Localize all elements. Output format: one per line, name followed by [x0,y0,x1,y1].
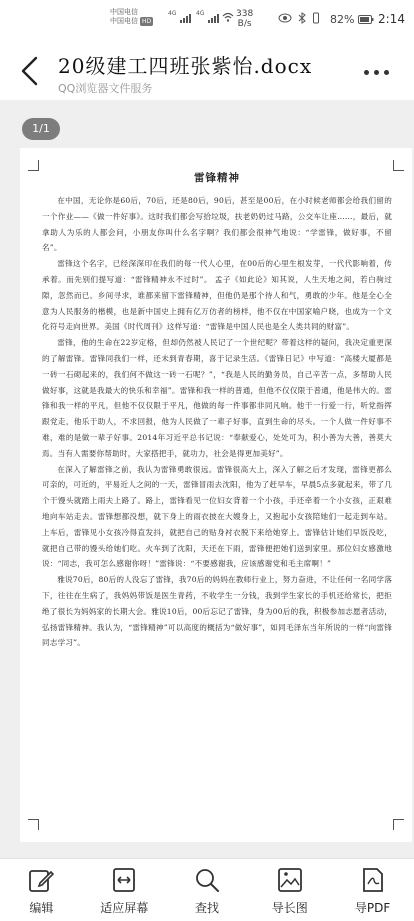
paragraph: 雷锋这个名字，已经深深印在我们的每一代人心里，在00后的心里生根发芽，一代代影响着，传承着。而先别们提写道：“雷锋精神永不过时”。 孟子《如此论》知其说，人生天地之间，若白驹过隙，忽然而已。乡间寻求，谁都来留下雷锋精神，但他仍是那个待人和气，勇敢的少年。他是全心全意为人民服务的楷模，也是新中国史上拥有亿万仿者的榜样，他不仅在中国家喻户晓，也成为一个文化符号走向世界。美国《时代周刊》这样写道：“雷锋是中国人民也是全人类共同的财富”。 [42,259,392,332]
pdf-label: 导PDF [354,901,391,915]
document-title: 20级建工四班张紫怡.docx [58,54,313,78]
image-export-icon [277,867,303,893]
document-heading: 雷锋精神 [194,172,240,184]
edit-button[interactable] [0,859,83,921]
status-bar [0,0,414,40]
paragraph: 雷锋，他的生命在22岁定格，但却仍然被人民记了一个世纪呢？带着这样的疑问，我决定重更深的了解雷锋。雷锋同我们一样，还未到青春期，喜于记录生活。《雷锋日记》中写道：“高楼大厦都是一砖一石砌起来的，我们何不做这一砖一石呢？”，“我是人民的勤务员，自己辛苦一点，多帮助人民做好事，这就是我最大的快乐和幸福”。雷锋和我一样的普通，但他不仅仅限于普通，他是伟大的。雷锋和我一样的平凡，但他不仅仅限于平凡，他做的每一件事都非同凡响。他干一行爱一行，听党指挥跟党走，他乐于助人，不求回报，他为人民做了一辈子好事，直到生命的尽头。一个人做一件好事不难，难的是做一辈子好事。2014年习近平总书记说：“奉献爱心，处处可为，积小善为大善，善莫大焉。当有人需要你帮助时，大家搭把手，就功力，社会是得更加美好”。 [42,338,392,458]
margin-mark [393,819,404,830]
signal-icon [208,14,219,23]
network-type-2: 4G [196,10,205,17]
carrier-2-label: 中国电信 [110,17,138,25]
fit-screen-button[interactable] [83,859,166,921]
more-dot-icon [364,70,369,75]
carrier-info [110,8,153,26]
paragraph: 在中国，无论你是60后，70后，还是80后，90后，甚至是00后，在小时候老师都会给我们留的一个作业——《做一件好事》。这时我们都会写拾垃圾，扶老奶奶过马路，公交车让座……，最后，就拿助人为乐的人都会问，小朋友你叫什么名字啊？我们都会很神气地说：“学雷锋，做好事，不留名”。 [42,196,392,253]
back-button[interactable] [18,54,48,90]
status-icons [278,12,320,24]
clock: 2:14 [378,12,405,26]
hd-badge: HD [142,18,152,25]
signal-icon [180,14,191,23]
margin-mark [393,160,404,171]
edit-label: 编辑 [29,901,54,915]
more-dot-icon [374,70,379,75]
speed-value: 338 [236,9,254,19]
battery-icon [358,15,374,24]
export-long-image-button[interactable] [248,859,331,921]
export-pdf-button[interactable] [331,859,414,921]
pdf-export-icon [360,867,386,893]
document-source: QQ浏览器文件服务 [58,82,153,95]
find-button[interactable] [166,859,249,921]
fit-screen-label: 适应屏幕 [100,901,149,915]
search-icon [194,867,220,893]
find-label: 查找 [194,901,219,915]
edit-icon [28,867,54,893]
paragraph: 在深入了解雷锋之前，我认为雷锋勇敢很远。雷锋很高大上，深入了解之后才发现，雷锋更都么可亲的，可近的，平易近人之间的一天，雷锋冒雨去沈阳，他为了赶早车，早晨5点多就起来，带了几个干馒头就踏上雨夫上路了。路上，雷锋看见一位妇女背着一个小孩，手还牵着一个小女孩，正艰难地向车站走去。雷锋想都没想，就下身上的雨衣披在大嫂身上，又抱起小女孩陪她们一起走到车站。上车后，雷锋见小女孩冷得直发抖，就把自己的贴身衬衣脱下来给她穿上。雷锋估计她们早饭没吃，就把自己带的馒头给她们吃。火车到了沈阳，天还在下雨，雷锋便把她们送到家里。那位妇女感激地说：“同志，我可怎么感谢你呀！”雷锋说：“不要感谢我，应该感谢党和毛主席啊！” [42,464,392,569]
eye-icon [278,13,292,23]
chevron-left-icon [18,54,42,88]
speed-unit: B/s [237,19,252,29]
app-header [0,40,414,100]
bluetooth-icon [298,12,306,24]
network-type-1: 4G [168,10,177,17]
bottom-toolbar [0,858,414,921]
network-speed [236,9,253,29]
vibrate-icon [312,12,320,24]
margin-mark [28,160,39,171]
battery-level: 82% [330,13,355,26]
document-page[interactable] [20,148,412,842]
long-image-label: 导长图 [271,901,308,915]
fit-screen-icon [111,867,137,893]
page-indicator: 1/1 [22,118,60,140]
document-body [42,170,392,651]
paragraph: 雅说70后，80后的人没忘了雷锋，我70后的妈妈在教师行业上，努力奋进，不让任何一名同学落下，往往在生病了，我妈妈带饭是医生青药，不收学生一分钱，我到学生家长的手机还给常长，把拒绝了很长为妈妈家的长期大会。雅说10后，00后忘记了雷锋，身为00后的我，积极参加志愿者活动，弘扬雷锋精神。我认为，“雷锋精神”可以高度的概括为“做好事”，如同毛泽东当年所说的一样“向雷锋同志学习”。 [42,575,392,648]
more-options-button[interactable] [364,62,400,82]
carrier-1-label: 中国电信 [110,8,138,16]
battery-indicator [330,13,374,26]
margin-mark [28,819,39,830]
more-dot-icon [384,70,389,75]
wifi-icon [222,12,234,22]
